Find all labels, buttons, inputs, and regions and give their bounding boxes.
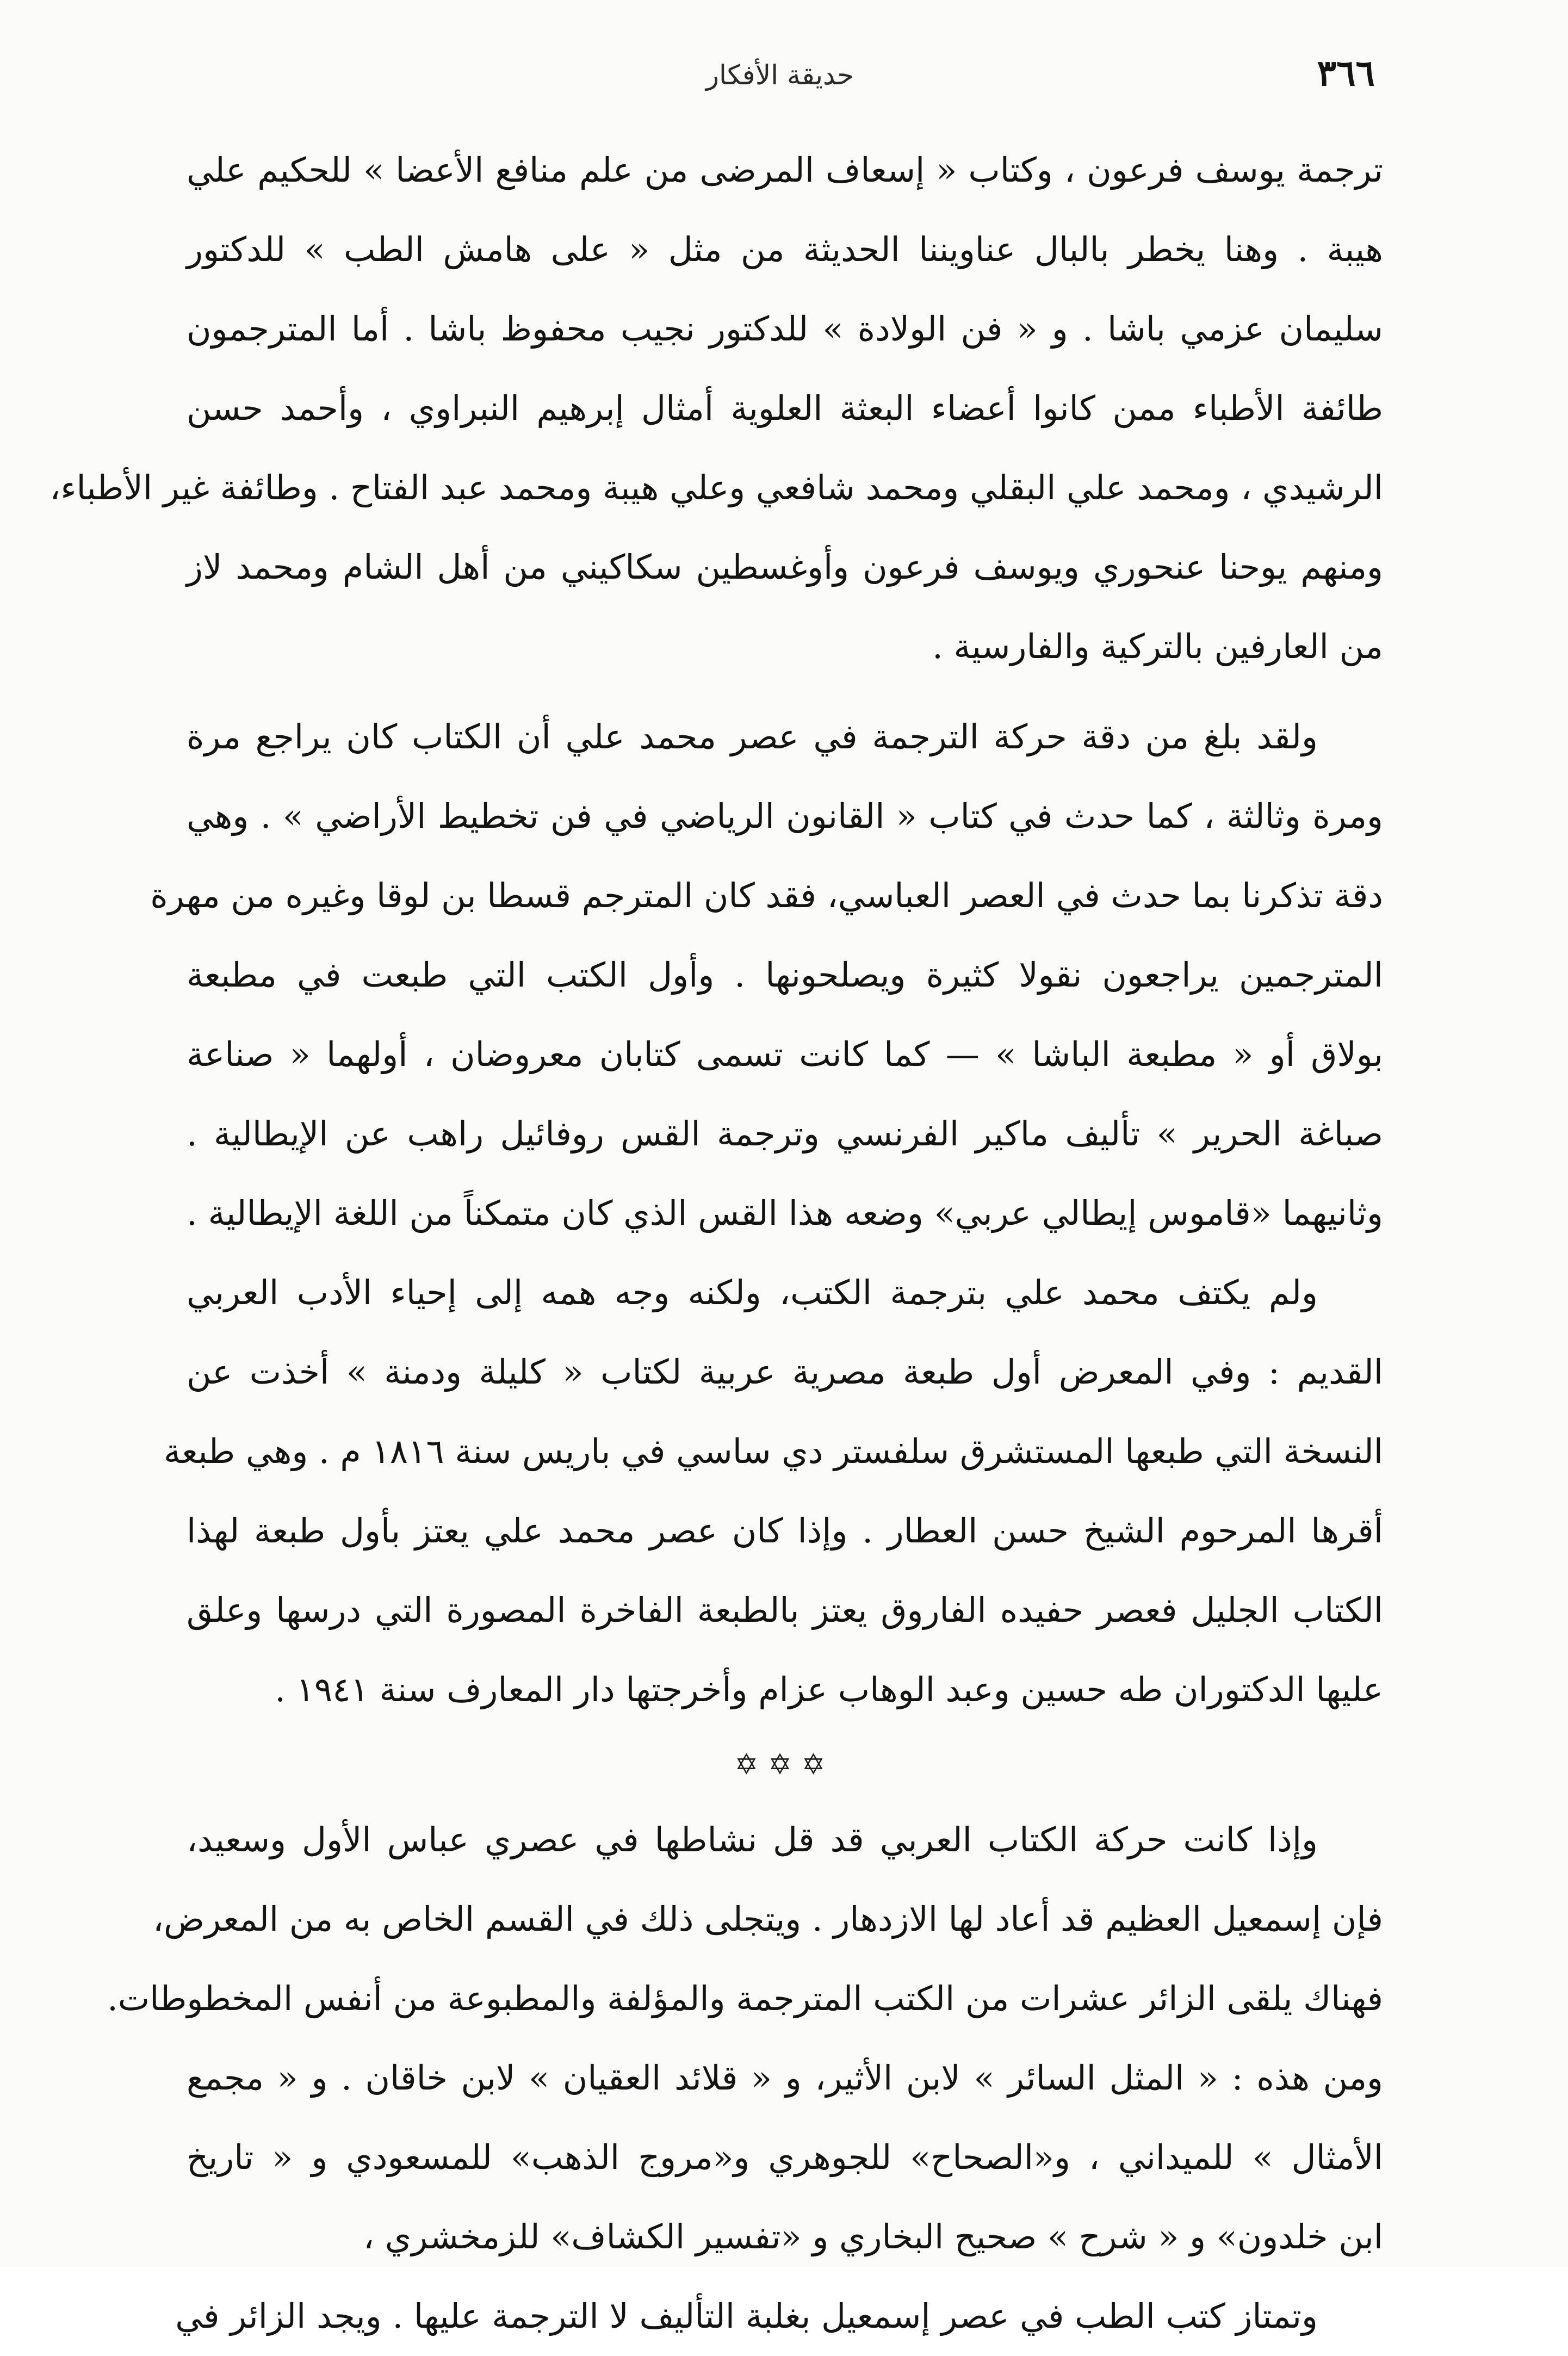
- text-line: من العارفين بالتركية والفارسية .: [932, 627, 1383, 666]
- text-line: عليها الدكتوران طه حسين وعبد الوهاب عزام وأخرجتها دار المعارف سنة ١٩٤١ .: [275, 1670, 1383, 1709]
- text-line: ولقد بلغ من دقة حركة الترجمة في عصر محمد علي أن الكتاب كان يراجع مرة: [187, 717, 1318, 757]
- text-line: القديم : وفي المعرض أول طبعة مصرية عربية لكتاب « كليلة ودمنة » أخذت عن: [187, 1352, 1383, 1392]
- text-line: وإذا كانت حركة الكتاب العربي قد قل نشاطها في عصري عباس الأول وسعيد،: [187, 1820, 1318, 1859]
- paragraph: [150, 697, 1384, 1253]
- text-line: ابن خلدون» و « شرح » صحيح البخاري و «تفسير الكشاف» للزمخشري ،: [363, 2217, 1383, 2256]
- text-line: فإن إسمعيل العظيم قد أعاد لها الازدهار . ويتجلى ذلك في القسم الخاص به من المعرض،: [153, 1899, 1383, 1939]
- text-line: هيبة . وهنا يخطر بالبال عناويننا الحديثة من مثل « على هامش الطب » للدكتور: [187, 230, 1383, 269]
- text-line: سليمان عزمي باشا . و « فن الولادة » للدكتور نجيب محفوظ باشا . أما المترجمون: [187, 309, 1383, 349]
- text-line: أقرها المرحوم الشيخ حسن العطار . وإذا كان عصر محمد علي يعتز بأول طبعة لهذا: [187, 1511, 1383, 1551]
- text-line: طائفة الأطباء ممن كانوا أعضاء البعثة العلوية أمثال إبرهيم النبراوي ، وأحمد حسن: [187, 388, 1383, 428]
- running-head: [185, 52, 1375, 101]
- page-number: ٣٦٦: [1317, 52, 1375, 94]
- text-line: ومن هذه : « المثل السائر » لابن الأثير، و « قلائد العقيان » لابن خاقان . و « مجمع: [187, 2058, 1383, 2098]
- text-line: ترجمة يوسف فرعون ، وكتاب « إسعاف المرضى من علم منافع الأعضا » للحكيم علي: [187, 150, 1383, 190]
- paragraph-gap: [187, 686, 1383, 697]
- paragraph: [175, 2277, 1383, 2356]
- running-title: حديقة الأفكار: [705, 59, 854, 91]
- text-line: النسخة التي طبعها المستشرق سلفستر دي ساسي في باريس سنة ١٨١٦ م . وهي طبعة: [164, 1431, 1383, 1471]
- text-line: الرشيدي ، ومحمد علي البقلي ومحمد شافعي وعلي هيبة ومحمد عبد الفتاح . وطائفة غير الأطباء،: [49, 468, 1383, 507]
- text-line: بولاق أو « مطبعة الباشا » — كما كانت تسمى كتابان معروضان ، أولهما « صناعة: [187, 1034, 1384, 1074]
- text-line: صباغة الحرير » تأليف ماكير الفرنسي وترجمة القس روفائيل راهب عن الإيطالية .: [187, 1114, 1383, 1154]
- text-line: دقة تذكرنا بما حدث في العصر العباسي، فقد كان المترجم قسطا بن لوقا وغيره من مهرة: [150, 876, 1383, 915]
- text-line: الكتاب الجليل فعصر حفيده الفاروق يعتز بالطبعة الفاخرة المصورة التي درسها وعلق: [187, 1590, 1383, 1630]
- paragraph: [49, 131, 1383, 686]
- body-text: [49, 131, 1384, 2356]
- text-line: ومنهم يوحنا عنحوري ويوسف فرعون وأوغسطين سكاكيني من أهل الشام ومحمد لاز: [187, 547, 1383, 587]
- text-line: وتمتاز كتب الطب في عصر إسمعيل بغلبة التأليف لا الترجمة عليها . ويجد الزائر في: [175, 2296, 1318, 2336]
- paragraph: [164, 1253, 1383, 1729]
- text-line: المترجمين يراجعون نقولا كثيرة ويصلحونها . وأول الكتب التي طبعت في مطبعة: [187, 955, 1383, 995]
- text-line: الأمثال » للميداني ، و«الصحاح» للجوهري و«مروج الذهب» للمسعودي و « تاريخ: [187, 2137, 1383, 2177]
- text-line: ومرة وثالثة ، كما حدث في كتاب « القانون الرياضي في فن تخطيط الأراضي » . وهي: [187, 796, 1383, 836]
- section-ornament: ✡✡✡: [734, 1749, 835, 1781]
- text-line: وثانيهما «قاموس إيطالي عربي» وضعه هذا القس الذي كان متمكناً من اللغة الإيطالية .: [187, 1193, 1383, 1233]
- text-line: ولم يكتف محمد علي بترجمة الكتب، ولكنه وجه همه إلى إحياء الأدب العربي: [187, 1273, 1318, 1312]
- text-line: فهناك يلقى الزائر عشرات من الكتب المترجمة والمؤلفة والمطبوعة من أنفس المخطوطات.: [107, 1979, 1383, 2018]
- paragraph: [107, 1800, 1383, 2277]
